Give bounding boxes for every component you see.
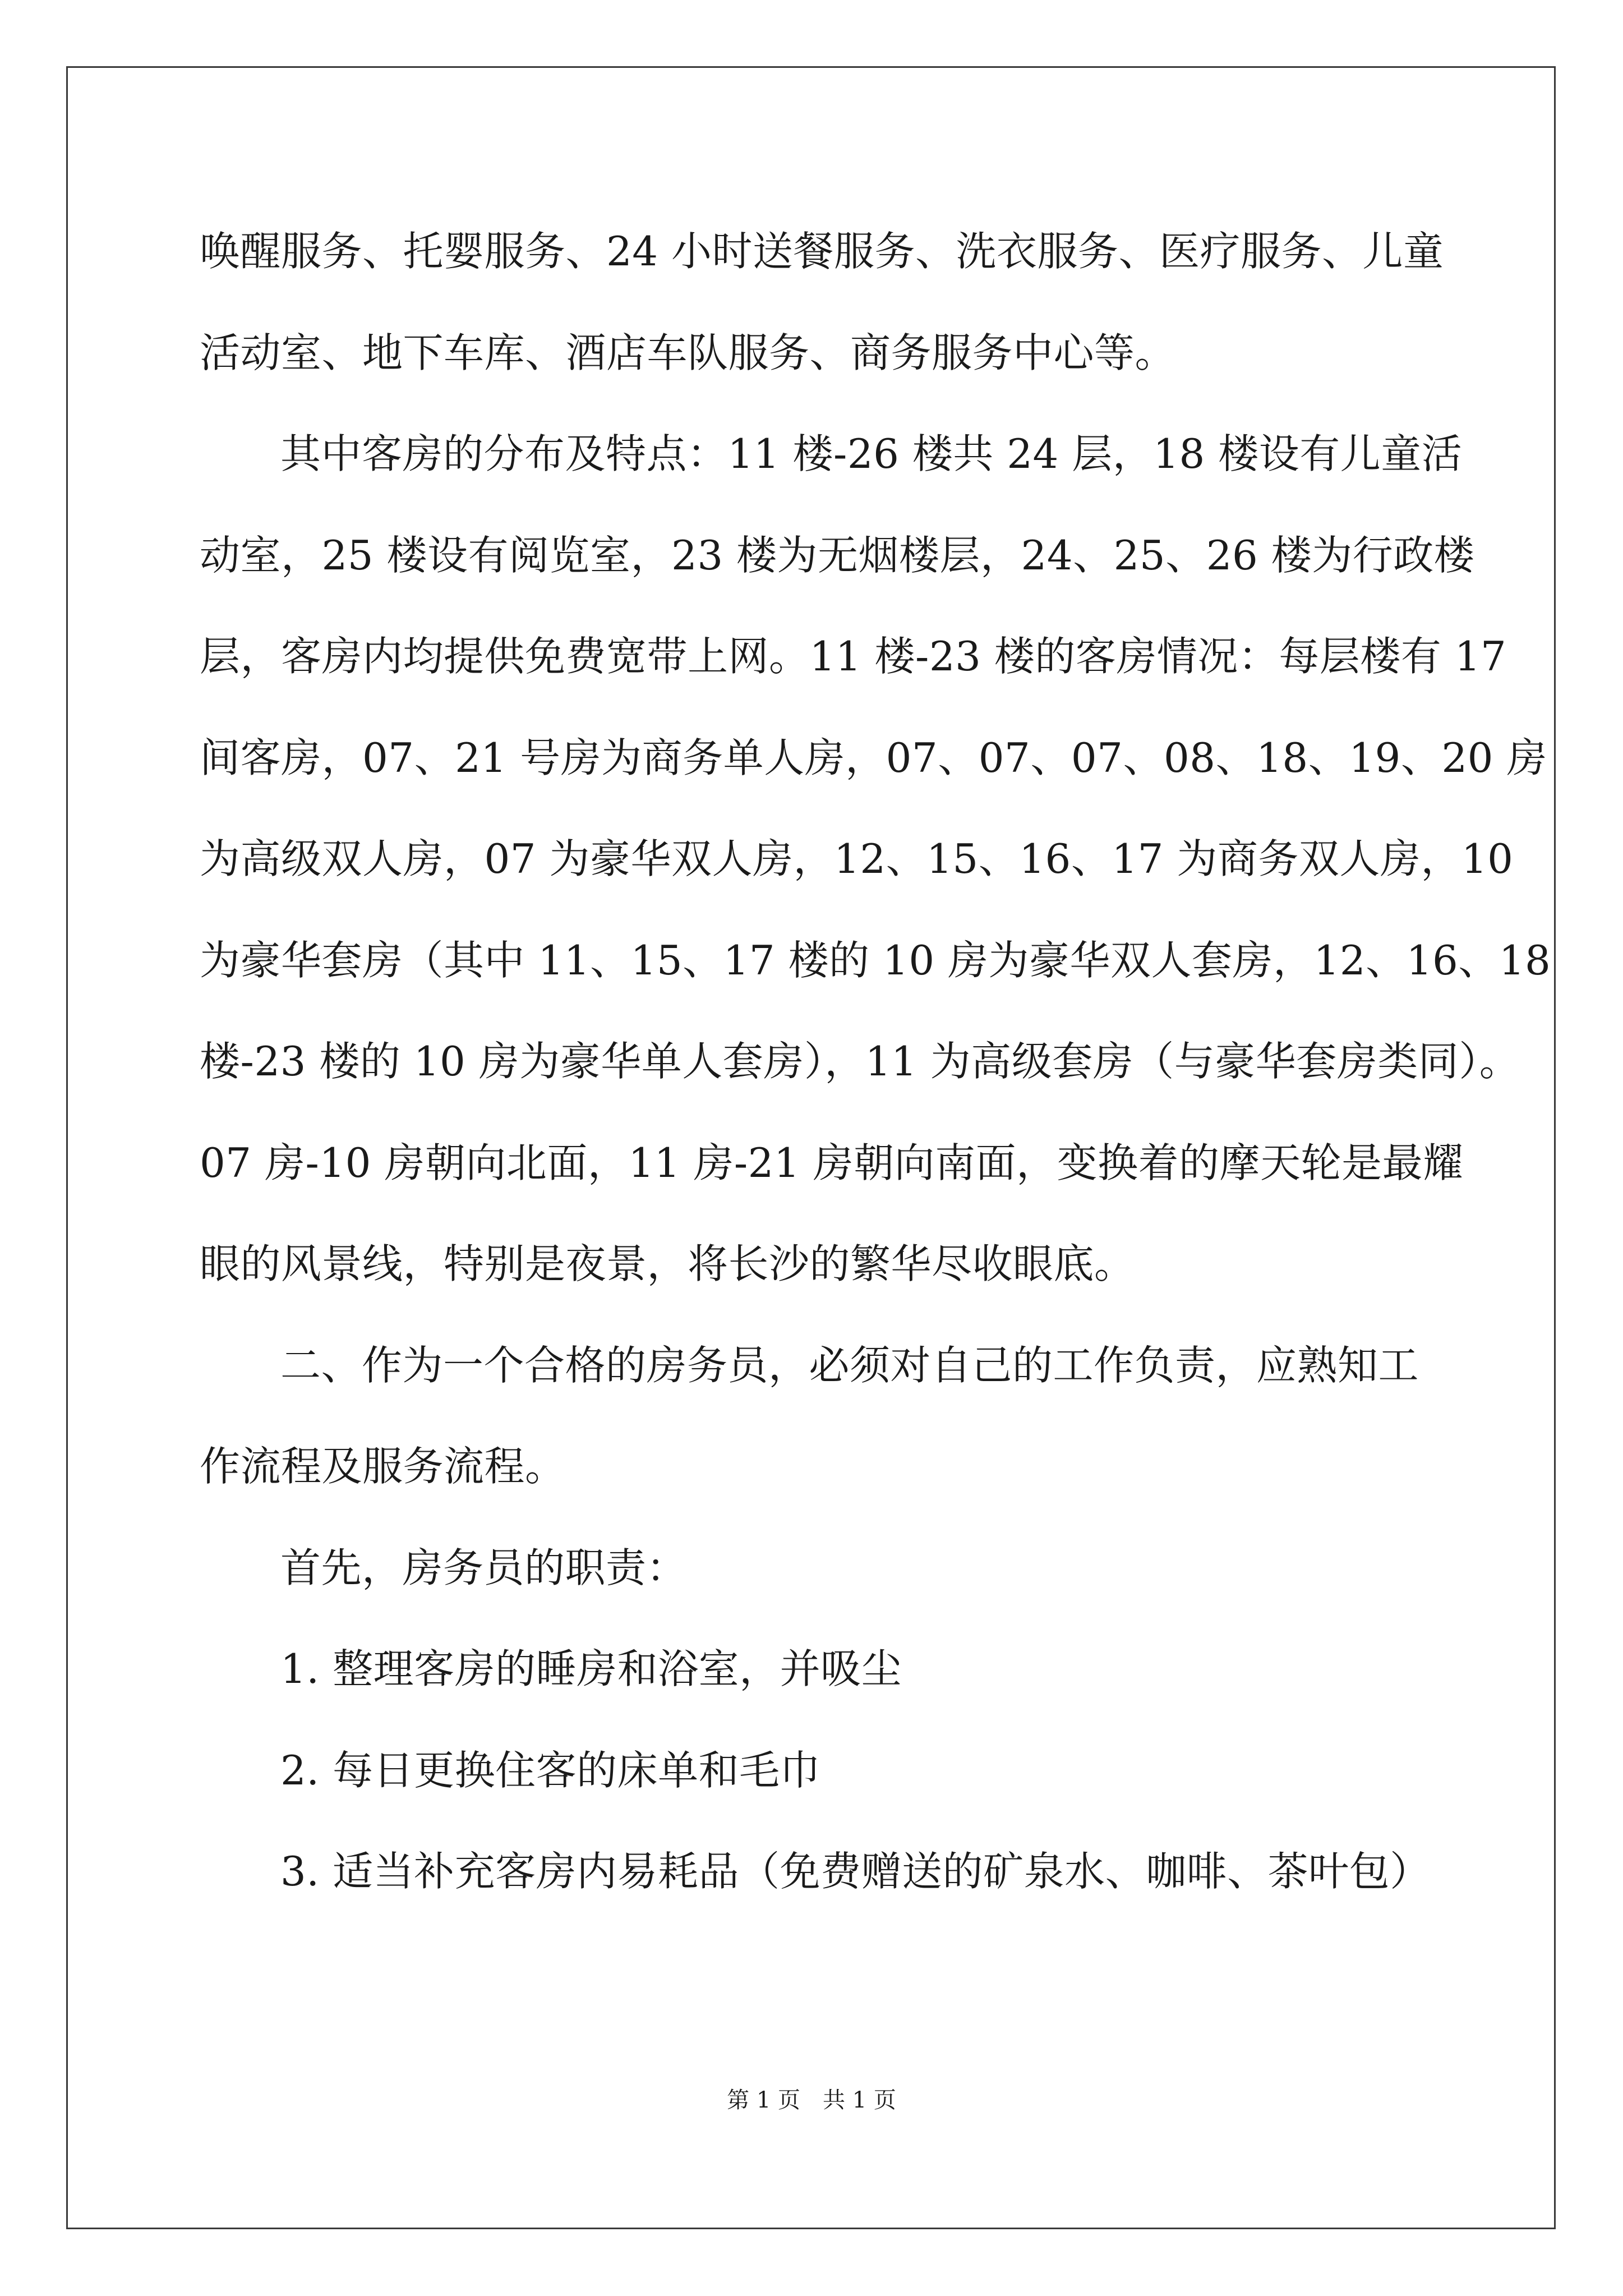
text-line: 为豪华套房（其中 11、15、17 楼的 10 房为豪华双人套房，12、16、18 bbox=[200, 936, 1551, 984]
text-line: 为高级双人房，07 为豪华双人房，12、15、16、17 为商务双人房，10 bbox=[200, 835, 1514, 882]
text-line: 唤醒服务、托婴服务、24 小时送餐服务、洗衣服务、医疗服务、儿童 bbox=[200, 228, 1444, 275]
text-line: 眼的风景线，特别是夜景，将长沙的繁华尽收眼底。 bbox=[200, 1240, 1135, 1287]
text-line: 首先，房务员的职责： bbox=[280, 1544, 688, 1591]
text-line: 间客房，07、21 号房为商务单人房，07、07、07、08、18、19、20 房 bbox=[200, 734, 1547, 781]
list-item: 3. 适当补充客房内易耗品（免费赠送的矿泉水、咖啡、茶叶包） bbox=[280, 1848, 1431, 1895]
list-item: 2. 每日更换住客的床单和毛巾 bbox=[280, 1746, 821, 1794]
text-line: 07 房-10 房朝向北面，11 房-21 房朝向南面，变换着的摩天轮是最耀 bbox=[200, 1139, 1464, 1186]
document-body bbox=[200, 218, 1551, 1939]
text-line: 作流程及服务流程。 bbox=[200, 1443, 566, 1490]
text-line: 动室，25 楼设有阅览室，23 楼为无烟楼层，24、25、26 楼为行政楼 bbox=[200, 531, 1475, 579]
text-line: 楼-23 楼的 10 房为豪华单人套房），11 为高级套房（与豪华套房类同）。 bbox=[200, 1038, 1520, 1085]
page-number-footer: 第 1 页 共 1 页 bbox=[727, 2087, 896, 2113]
text-line: 其中客房的分布及特点：11 楼-26 楼共 24 层，18 楼设有儿童活 bbox=[280, 430, 1463, 477]
list-item: 1. 整理客房的睡房和浴室，并吸尘 bbox=[280, 1645, 902, 1692]
text-line: 二、作为一个合格的房务员，必须对自己的工作负责，应熟知工 bbox=[280, 1341, 1419, 1389]
text-line: 层，客房内均提供免费宽带上网。11 楼-23 楼的客房情况：每层楼有 17 bbox=[200, 633, 1507, 680]
text-line: 活动室、地下车库、酒店车队服务、商务服务中心等。 bbox=[200, 329, 1176, 376]
